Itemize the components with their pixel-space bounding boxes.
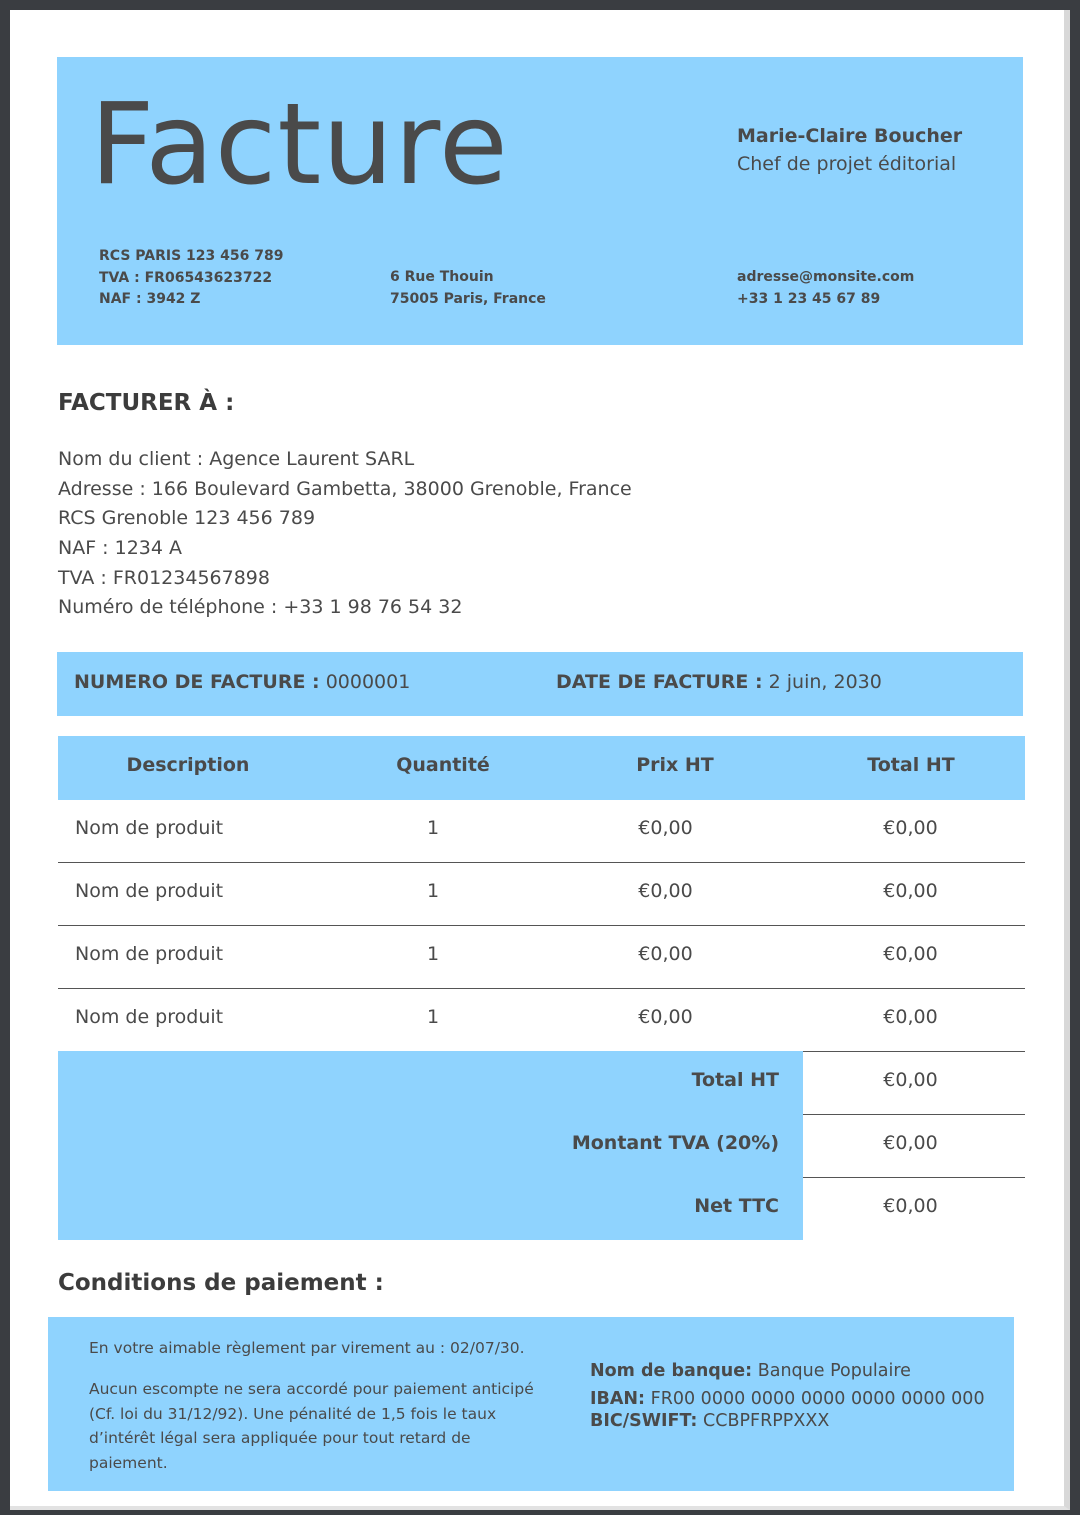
tva-amount-value: €0,00 [883, 1132, 938, 1154]
row-total: €0,00 [883, 817, 938, 839]
total-ht-label: Total HT [691, 1069, 779, 1091]
client-address: Adresse : 166 Boulevard Gambetta, 38000 Grenoble, France [58, 477, 632, 500]
payment-conditions-heading: Conditions de paiement : [58, 1270, 384, 1296]
row-price: €0,00 [638, 817, 693, 839]
bank-bic [590, 1411, 829, 1431]
issuer-city: 75005 Paris, France [390, 290, 546, 307]
row-description: Nom de produit [75, 817, 224, 839]
issuer-tva: TVA : FR06543623722 [99, 269, 273, 286]
column-header-quantity: Quantité [396, 754, 490, 776]
invoice-date [556, 671, 882, 693]
invoice-header [57, 57, 1023, 345]
row-quantity: 1 [426, 1006, 440, 1028]
invoice-page [10, 10, 1070, 1510]
invoice-date-label: DATE DE FACTURE : [556, 671, 763, 693]
invoice-number-label: NUMERO DE FACTURE : [74, 671, 320, 693]
invoice-date-value: 2 juin, 2030 [768, 671, 882, 693]
client-rcs: RCS Grenoble 123 456 789 [58, 507, 316, 530]
payment-due-text: En votre aimable règlement par virement au : 02/07/30. [89, 1339, 525, 1357]
bank-iban [590, 1389, 985, 1409]
issuer-phone: +33 1 23 45 67 89 [737, 290, 881, 307]
issuer-role: Chef de projet éditorial [737, 153, 957, 175]
net-ttc-value: €0,00 [883, 1195, 938, 1217]
issuer-name: Marie-Claire Boucher [737, 125, 963, 147]
total-ht-value: €0,00 [883, 1069, 938, 1091]
row-price: €0,00 [638, 943, 693, 965]
issuer-address [390, 267, 546, 310]
table-row [58, 989, 1025, 1052]
row-price: €0,00 [638, 1006, 693, 1028]
column-header-price: Prix HT [636, 754, 714, 776]
iban-label: IBAN: [590, 1389, 646, 1409]
payment-conditions-panel [48, 1317, 1014, 1491]
invoice-title: Facture [90, 80, 509, 210]
tva-amount-label: Montant TVA (20%) [571, 1132, 779, 1154]
client-phone: Numéro de téléphone : +33 1 98 76 54 32 [58, 596, 463, 619]
issuer-contact [737, 267, 914, 310]
client-naf: NAF : 1234 A [58, 537, 183, 560]
row-price: €0,00 [638, 880, 693, 902]
issuer-street: 6 Rue Thouin [390, 269, 494, 285]
items-table-header [58, 736, 1025, 800]
issuer-registration [99, 246, 283, 311]
row-total: €0,00 [883, 1006, 938, 1028]
net-ttc-label: Net TTC [694, 1195, 779, 1217]
bank-name-label: Nom de banque: [590, 1361, 753, 1381]
net-ttc-cell [803, 1177, 1025, 1240]
invoice-number-value: 0000001 [325, 671, 411, 693]
total-ht-cell [803, 1051, 1025, 1115]
issuer-rcs: RCS PARIS 123 456 789 [99, 248, 284, 264]
bill-to-heading: FACTURER À : [58, 390, 235, 416]
issuer-email: adresse@monsite.com [737, 269, 915, 285]
invoice-number [74, 671, 410, 693]
row-quantity: 1 [426, 943, 440, 965]
row-description: Nom de produit [75, 880, 224, 902]
row-description: Nom de produit [75, 943, 224, 965]
client-details [58, 446, 632, 624]
row-description: Nom de produit [75, 1006, 224, 1028]
row-total: €0,00 [883, 943, 938, 965]
bank-name [590, 1361, 911, 1381]
row-quantity: 1 [426, 817, 440, 839]
bic-label: BIC/SWIFT: [590, 1411, 698, 1431]
client-name: Nom du client : Agence Laurent SARL [58, 448, 415, 470]
bank-name-value: Banque Populaire [757, 1361, 911, 1381]
table-row [58, 926, 1025, 989]
iban-value: FR00 0000 0000 0000 0000 0000 000 [650, 1389, 985, 1409]
row-quantity: 1 [426, 880, 440, 902]
bic-value: CCBPFRPPXXX [703, 1411, 830, 1431]
column-header-total: Total HT [867, 754, 955, 776]
table-row [58, 800, 1025, 863]
column-header-description: Description [126, 754, 250, 776]
payment-penalty-note: Aucun escompte ne sera accordé pour paiement anticipé (Cf. loi du 31/12/92). Une pénalité de 1,5 fois le taux d’intérêt légal sera appliquée pour tout retard de paiement. [89, 1380, 534, 1472]
table-row [58, 863, 1025, 926]
invoice-meta-band [57, 652, 1023, 716]
tva-amount-cell [803, 1114, 1025, 1178]
row-total: €0,00 [883, 880, 938, 902]
issuer-naf: NAF : 3942 Z [99, 291, 201, 307]
client-tva: TVA : FR01234567898 [58, 566, 270, 589]
